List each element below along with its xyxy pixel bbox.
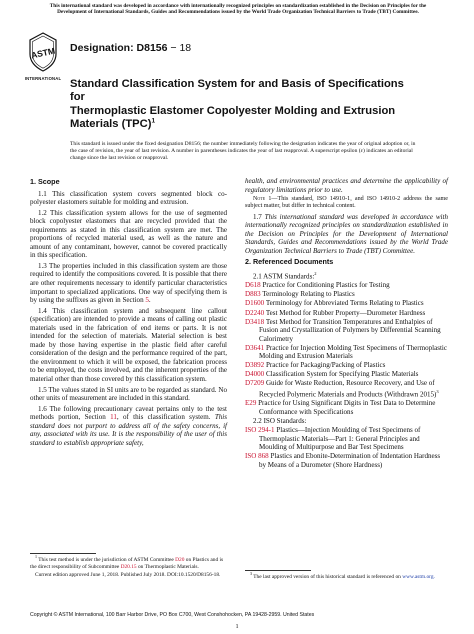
ref-d4000-link[interactable]: D4000 [245, 370, 265, 379]
right-footnotes [245, 571, 448, 582]
list-item [245, 281, 448, 290]
paragraph-1-5: 1.5 The values stated in SI units are to be regarded as standard. No other units of measurement are included in this standard. [30, 385, 227, 403]
designation-year: 18 [179, 42, 192, 54]
ref-d3418-title: Test Method for Transition Temperatures and Enthalpies of Fusion and Crystallization of Polymers by Differential Scanning Calorimetry [259, 317, 441, 343]
designation-line [70, 42, 191, 54]
left-column [30, 177, 227, 449]
note-1 [245, 196, 448, 211]
paragraph-1-1: 1.1 This classification system covers segmented block co-polyester elastomers suitable for molding and extrusion. [30, 189, 227, 207]
ref-d3892-link[interactable]: D3892 [245, 361, 265, 370]
ref-d2240-title: Test Method for Rubber Property—Durometer Hardness [265, 308, 426, 317]
note-1-label: Note 1— [253, 196, 278, 203]
ref-d2240-link[interactable]: D2240 [245, 308, 265, 317]
ref-iso-868-title: Plastics and Ebonite-Determination of Indentation Hardness by Means of a Durometer (Shore Hardness) [259, 452, 441, 469]
copyright-line: Copyright © ASTM International, 100 Barr Harbor Drive, PO Box C700, West Conshohocken, PA 19428-2959. United States [30, 612, 315, 618]
left-footnotes [30, 554, 227, 580]
footnote-divider-right [245, 570, 311, 571]
ref-d3892-title: Practice for Packaging/Packing of Plastics [265, 361, 386, 370]
paragraph-1-4: 1.4 This classification system and subsequent line callout (specification) are intended to provide a means of calling out plastic materials used in the fabrication of end items or parts. It is not intended for the selection of materials. Material selection is best made by those having expertise in the plastic field after careful consideration of the design and the performance required of the part, the environment to which it will be exposed, the fabrication process to be employed, the costs involved, and the inherent properties of the material other than those covered by this classification system. [30, 306, 227, 384]
footnote-1-mark: 1 [35, 554, 37, 560]
ref-d1600-title: Terminology for Abbreviated Terms Relating to Plastics [265, 299, 424, 308]
ref-d3418-link[interactable]: D3418 [245, 317, 265, 326]
committee-d20-link[interactable]: D20 [175, 557, 185, 563]
paragraph-1-3-text: 1.3 The properties included in this classification system are those required to identify the compositions covered. It is possible that there are other requirements necessary to identify particular characteristics important to specialized applications. One way of specifying them is by using the suffixes as given in Section [30, 261, 227, 305]
list-item [245, 361, 448, 370]
paragraph-1-7-text: This international standard was developed in accordance with internationally recognized principles on standardization established in the Decision on Principles for the Development of International Standards, Guides and Recommendations issued by the World Trade Organization Technical Barriers to Trade (TBT) Committee. [245, 212, 448, 255]
paragraph-1-2: 1.2 This classification system allows for the use of segmented block copolyester elastomers that are recycled provided that the requirements as stated in this classification system are met. The proportions of recycled material used, as well as the nature and amount of any contaminant, however, cannot be covered practically in this specification. [30, 208, 227, 260]
astm-standards-list [245, 270, 448, 469]
ref-d7209-footnote-mark: 3 [436, 388, 439, 394]
ref-iso-868-link[interactable]: ISO 868 [245, 452, 269, 461]
footnote-1 [30, 554, 227, 570]
ref-d7209-title: Guide for Waste Reduction, Resource Recovery, and Use of Recycled Polymeric Materials and Products (Withdrawn 2015) [259, 379, 437, 399]
ref-e29-link[interactable]: E29 [245, 399, 257, 408]
list-item [245, 379, 448, 398]
ref-d618-link[interactable]: D618 [245, 281, 261, 290]
title-line-1: Standard Classification System for and Basis of Specifications for [70, 78, 404, 104]
note-1-text: This standard, ISO 14910-1, and ISO 14910-2 address the same subject matter, but differ in technical content. [245, 196, 448, 210]
paragraph-1-3-end: . [148, 296, 151, 305]
title-line-2 [70, 105, 410, 132]
paragraph-1-3 [30, 262, 227, 305]
logo-subtext: INTERNATIONAL [24, 76, 62, 81]
subcommittee-d20-15-link[interactable]: D20.15 [120, 563, 137, 570]
iso-standards-subheading: 2.2 ISO Standards: [253, 416, 307, 425]
ref-d4000-title: Classification System for Specifying Plastic Materials [265, 370, 419, 379]
edition-note: This standard is issued under the fixed designation D8156; the number immediately following the designation indicates the year of original adoption or, in the case of revision, the year of last revision. A number in parentheses indicates the year of last reapproval. A superscript epsilon (ε) indicates an editorial change since the last revision or reapproval. [70, 141, 416, 161]
list-item [245, 452, 448, 469]
ref-iso-294-1-title: Plastics—Injection Moulding of Test Specimens of Thermoplastic Materials—Part 1: General Principles and Moulding of Multipurpose and Bar Test Specimens [259, 425, 421, 452]
page-number: 1 [235, 623, 239, 630]
list-item [245, 299, 448, 308]
footnote-3-mark: 3 [250, 571, 252, 577]
astm-standards-footnote-mark: 2 [314, 270, 317, 276]
list-item [245, 426, 448, 452]
footnote-1-mid: on Plastics and is the direct responsibility of Subcommittee [30, 557, 224, 570]
paragraph-1-6 [30, 405, 227, 448]
footnote-2: Current edition approved June 1, 2018. Published July 2018. DOI:10.1520/D8156-18. [35, 571, 221, 578]
ref-d3641-title: Practice for Injection Molding Test Specimens of Thermoplastic Molding and Extrusion Materials [259, 343, 448, 361]
list-item [245, 344, 448, 361]
designation-code: D8156 [136, 42, 168, 54]
referenced-documents-heading: 2. Referenced Documents [245, 257, 334, 267]
paragraph-1-7 [245, 213, 448, 256]
ref-d618-title: Practice for Conditioning Plastics for Testing [262, 281, 390, 290]
footnote-1-prefix: This test method is under the jurisdiction of ASTM Committee [38, 557, 174, 563]
ref-d3641-link[interactable]: D3641 [245, 343, 265, 352]
title-footnote-mark: 1 [151, 117, 156, 125]
scope-heading: 1. Scope [30, 177, 60, 186]
title-line-2-text: Thermoplastic Elastomer Copolyester Molding and Extrusion Materials (TPC) [70, 104, 396, 131]
astm-logo-icon [28, 32, 58, 72]
section-11-link[interactable]: 11 [110, 413, 117, 422]
designation-separator: − [170, 42, 177, 54]
footnote-1-end: on Thermoplastic Materials. [137, 563, 199, 570]
svg-text:ASTM: ASTM [30, 45, 56, 61]
ref-d1600-link[interactable]: D1600 [245, 299, 265, 308]
astm-standards-subheading-text: 2.1 ASTM Standards: [253, 272, 315, 281]
list-item [245, 399, 448, 416]
astm-website-link[interactable]: www.astm.org. [402, 574, 435, 580]
list-item [245, 290, 448, 299]
list-item [245, 370, 448, 379]
list-item [245, 318, 448, 344]
ref-d883-link[interactable]: D883 [245, 290, 261, 299]
caveat-continuation: health, and environmental practices and determine the applicability of regulatory limitations prior to use. [245, 177, 448, 194]
footnote-3 [245, 571, 448, 581]
ref-d7209-link[interactable]: D7209 [245, 379, 265, 388]
top-notice: This international standard was developed in accordance with internationally recognized principles on standardization established in the Decision on Principles for the Development of International Standards, Guides and Recommendations issued by the World Trade Organization Technical Barriers to Trade (TBT) Committee. [49, 3, 427, 16]
paragraph-1-6-caveat: This standard does not purport to address all of the safety concerns, if any, associated with its use. It is the responsibility of the user of this standard to establish appropriate safety, [30, 413, 227, 447]
ref-d883-title: Terminology Relating to Plastics [262, 290, 355, 299]
designation-label: Designation: [70, 42, 134, 54]
right-column [245, 177, 448, 470]
astm-standards-subheading [245, 270, 448, 281]
list-item [245, 309, 448, 318]
paragraph-1-6-mid: , of this classification system. [116, 413, 211, 422]
footnote-divider-left [30, 553, 96, 554]
footnote-3-text: The last approved version of this historical standard is referenced on [253, 574, 401, 580]
section-5-link[interactable]: 5 [145, 296, 149, 305]
paragraph-1-6-start: 1.6 The following precautionary caveat pertains only to the test methods portion, Section [30, 404, 227, 422]
paragraph-1-7-number: 1.7 [253, 212, 262, 221]
page-title [70, 78, 410, 132]
ref-e29-title: Practice for Using Significant Digits in Test Data to Determine Conformance with Specifications [258, 399, 436, 416]
ref-iso-294-1-link[interactable]: ISO 294-1 [245, 425, 275, 434]
